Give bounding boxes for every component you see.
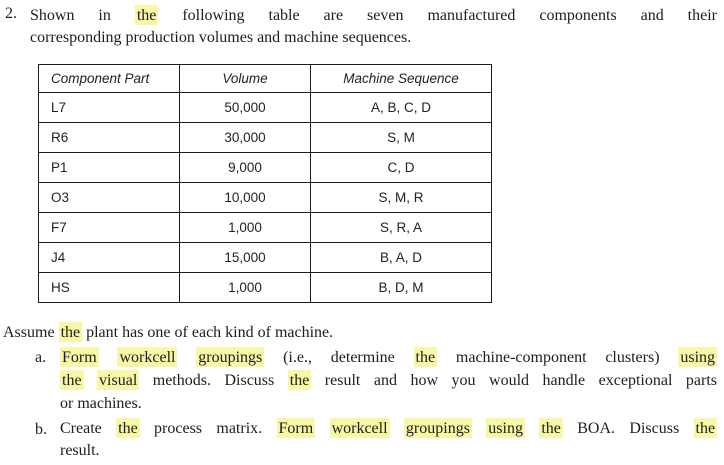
cell-sequence: B, A, D [311, 243, 492, 273]
cell-sequence: A, B, C, D [311, 93, 492, 123]
highlighted-text: the [136, 7, 157, 24]
highlighted-text: groupings [405, 420, 470, 437]
highlighted-text: Form [278, 420, 314, 437]
highlighted-text: the [118, 420, 138, 437]
text-segment: Create [60, 420, 117, 437]
text-segment: Assume [3, 324, 59, 341]
text-segment [472, 420, 486, 437]
cell-part: L7 [39, 93, 180, 123]
text-segment: result. [60, 442, 100, 459]
cell-volume: 1,000 [180, 213, 311, 243]
text-line [60, 418, 717, 440]
cell-volume: 30,000 [180, 123, 311, 153]
text-segment: following table are seven manufactured components and their [158, 7, 718, 24]
text-line [30, 27, 717, 49]
cell-part: F7 [39, 213, 180, 243]
highlighted-text: the [695, 420, 716, 437]
cell-part: HS [39, 273, 180, 303]
table-row [39, 183, 492, 213]
text-segment [315, 420, 329, 437]
table-row [39, 213, 492, 243]
cell-volume: 1,000 [180, 273, 311, 303]
cell-part: O3 [39, 183, 180, 213]
text-segment: BOA. Discuss [562, 420, 694, 437]
table-row [39, 123, 492, 153]
text-line [60, 369, 717, 392]
table-body [39, 93, 492, 303]
text-segment [177, 349, 196, 366]
assumption-text [3, 322, 717, 344]
cell-part: J4 [39, 243, 180, 273]
highlighted-text: workcell [331, 420, 388, 437]
text-segment [99, 349, 118, 366]
problem-text [30, 5, 717, 49]
text-segment: machine-component clusters) [437, 349, 679, 366]
cell-part: R6 [39, 123, 180, 153]
highlighted-text: workcell [119, 349, 176, 366]
cell-sequence: S, M, R [311, 183, 492, 213]
list-item-a-text [60, 346, 717, 415]
cell-sequence: C, D [311, 153, 492, 183]
cell-volume: 9,000 [180, 153, 311, 183]
cell-volume: 50,000 [180, 93, 311, 123]
list-item-a [35, 346, 717, 415]
highlighted-text: the [289, 372, 310, 389]
cell-sequence: S, R, A [311, 213, 492, 243]
table-row [39, 243, 492, 273]
list-item-b-text [60, 418, 717, 462]
text-line [60, 392, 717, 415]
text-segment: process matrix. [139, 420, 277, 437]
highlighted-text: Form [62, 349, 97, 366]
text-segment: Shown in [30, 7, 135, 24]
table-row [39, 93, 492, 123]
table-header-row [39, 65, 492, 93]
text-segment [525, 420, 539, 437]
text-segment [84, 372, 98, 389]
list-item-b [35, 418, 717, 462]
table-row [39, 273, 492, 303]
components-table [38, 64, 492, 303]
highlighted-text: using [488, 420, 523, 437]
col-header-volume: Volume [180, 65, 311, 93]
text-segment: result and how you would handle exceptional parts [311, 372, 717, 389]
table-row [39, 153, 492, 183]
col-header-machine-sequence: Machine Sequence [311, 65, 492, 93]
cell-sequence: S, M [311, 123, 492, 153]
highlighted-text: the [62, 372, 82, 389]
list-marker-a: a. [35, 349, 47, 366]
col-header-component-part: Component Part [39, 65, 180, 93]
problem-statement [5, 5, 717, 49]
text-segment: plant has one of each kind of machine. [82, 324, 334, 341]
highlighted-text: using [680, 349, 716, 366]
text-segment: methods. Discuss [139, 372, 288, 389]
highlighted-text: visual [99, 372, 138, 389]
text-segment: (i.e., determine [264, 349, 414, 366]
highlighted-text: the [60, 324, 81, 341]
text-segment: corresponding production volumes and machine sequences. [30, 29, 412, 46]
highlighted-text: groupings [198, 349, 263, 366]
highlighted-text: the [541, 420, 561, 437]
text-line [60, 346, 717, 369]
list-marker-b: b. [35, 421, 47, 438]
cell-sequence: B, D, M [311, 273, 492, 303]
text-line [30, 5, 717, 27]
cell-volume: 15,000 [180, 243, 311, 273]
text-segment: or machines. [60, 395, 142, 412]
text-segment [390, 420, 404, 437]
problem-number: 2. [5, 5, 17, 22]
table-head [39, 65, 492, 93]
text-line [60, 440, 717, 462]
cell-volume: 10,000 [180, 183, 311, 213]
cell-part: P1 [39, 153, 180, 183]
highlighted-text: the [415, 349, 436, 366]
